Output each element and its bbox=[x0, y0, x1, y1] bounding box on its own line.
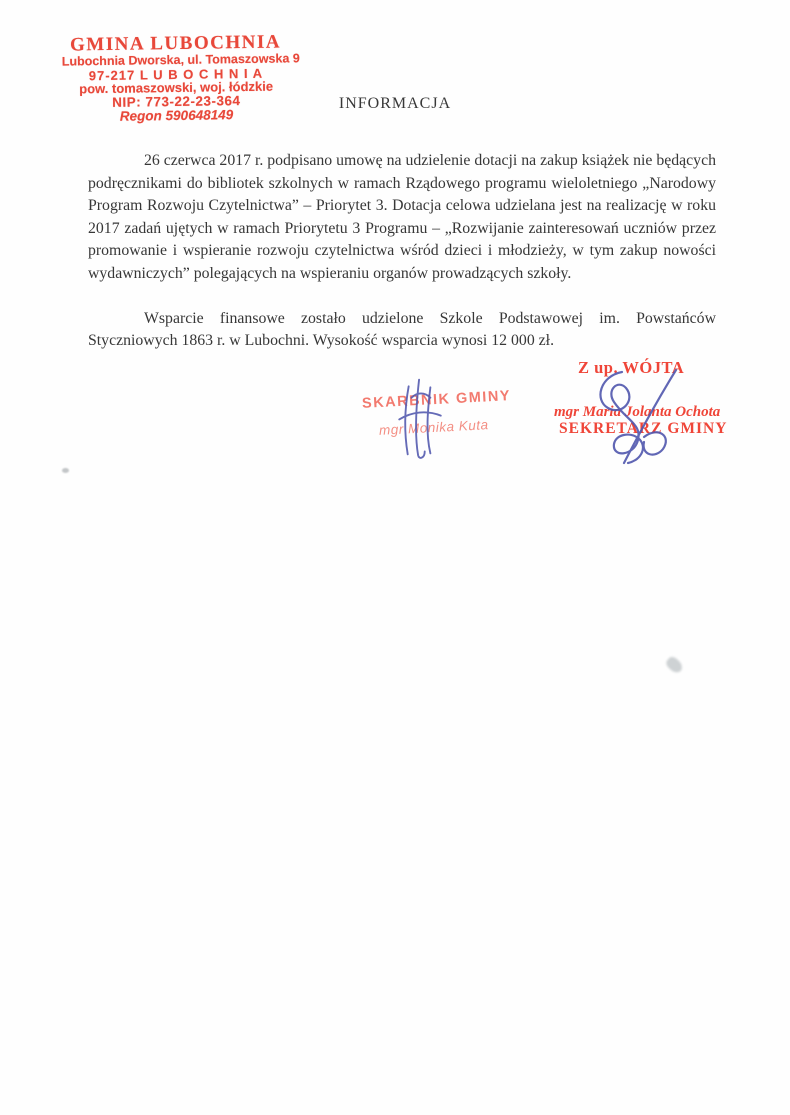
stamp-nip: NIP: 773-22-23-364 bbox=[112, 92, 241, 110]
signature-left-name: mgr Monika Kuta bbox=[378, 417, 489, 438]
signature-left-role: SKARBNIK GMINY bbox=[361, 388, 512, 412]
stamp-address-line2: 97-217 L U B O C H N I A bbox=[88, 65, 264, 83]
scan-artifact-smudge bbox=[664, 655, 685, 675]
signature-right-name: mgr Maria Jolanta Ochota bbox=[554, 404, 721, 420]
body-paragraph-2: Wsparcie finansowe zostało udzielone Szkole Podstawowej im. Powstańców Styczniowych 1863 r. w Lubochni. Wysokość wsparcia wynosi 12 000 zł. bbox=[88, 309, 716, 350]
document-title: INFORMACJA bbox=[338, 95, 452, 112]
signature-right-role: SEKRETARZ GMINY bbox=[559, 420, 728, 437]
handwritten-signature-right bbox=[584, 366, 684, 466]
body-paragraph-1: 26 czerwca 2017 r. podpisano umowę na udzielenie dotacji na zakup książek nie będących podręcznikami do bibliotek szkolnych w ramach Rządowego programu wieloletniego „Narodowy Program Rozwoju Czytelnictwa” – Priorytet 3. Dotacja celowa udzielana jest na realizację w roku 2017 zadań ujętych w ramach Priorytetu 3 Programu – „Rozwijanie zainteresowań uczniów przez promowanie i wspieranie rozwoju czytelnictwa wśród dzieci i młodzieży, w tym zakup nowości wydawniczych” polegających na wspieraniu organów prowadzących szkoły. bbox=[88, 152, 716, 282]
ink-scribble-left bbox=[391, 375, 449, 460]
stamp-municipality-name: GMINA LUBOCHNIA bbox=[69, 31, 282, 56]
document-body bbox=[88, 150, 716, 375]
scan-artifact-dot bbox=[62, 468, 69, 473]
signature-right-authority: Z up. WÓJTA bbox=[578, 358, 685, 377]
stamp-address-line1: Lubochnia Dworska, ul. Tomaszowska 9 bbox=[61, 51, 300, 69]
ink-scribble-right bbox=[584, 366, 684, 466]
handwritten-signature-left bbox=[391, 375, 449, 460]
stamp-address-line3: pow. tomaszowski, woj. łódzkie bbox=[79, 78, 274, 97]
stamp-regon: Regon 590648149 bbox=[119, 106, 234, 124]
